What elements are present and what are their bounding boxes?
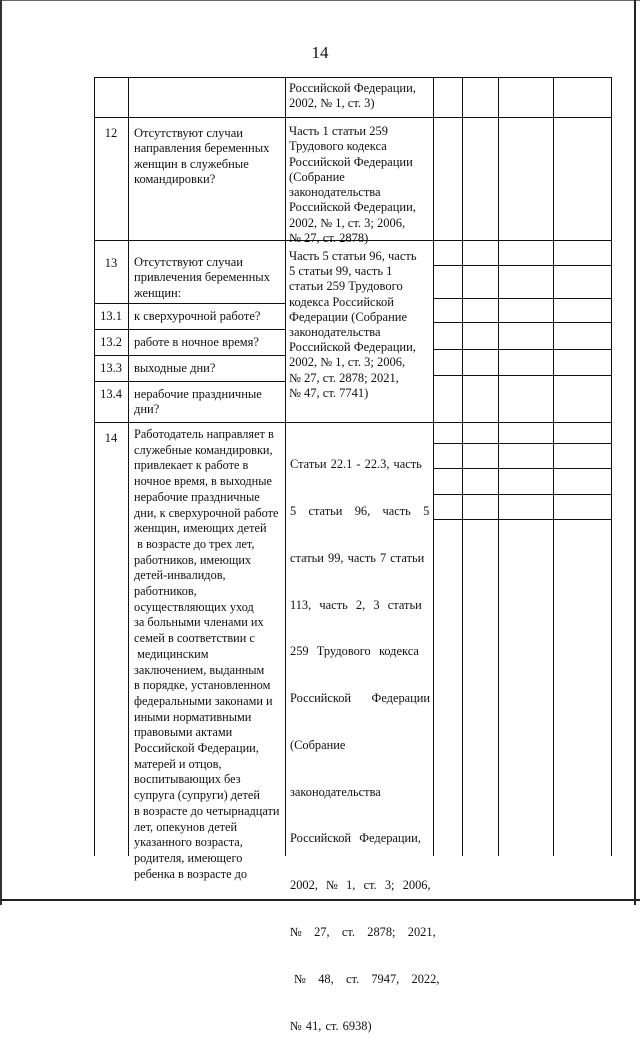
- law-line: № 27, ст. 2878; 2021,: [289, 370, 399, 385]
- row-14-number: 14: [104, 431, 118, 445]
- question-line: дни?: [134, 402, 160, 417]
- question-line: работников,: [134, 584, 197, 599]
- column-divider-yes: [462, 77, 463, 856]
- answer-divider-14b: [433, 468, 612, 469]
- law-line: Российской Федерации,: [289, 200, 416, 215]
- row-13-law: [289, 249, 431, 401]
- row-13-number: 13: [104, 256, 118, 270]
- cont-law-text: [289, 81, 431, 112]
- law-line: законодательства: [290, 784, 381, 799]
- question-line: направления беременных: [134, 141, 270, 156]
- answer-divider-14c: [433, 494, 612, 495]
- question-line: правовыми актами: [134, 725, 233, 740]
- row-13-2-question: работе в ночное время?: [134, 335, 259, 349]
- row-divider-13-4: [94, 381, 285, 382]
- question-line: Отсутствуют случаи: [134, 126, 243, 140]
- question-line: осуществляющих уход: [134, 599, 254, 614]
- question-line: детей-инвалидов,: [134, 568, 226, 583]
- answer-divider-13e: [433, 375, 612, 376]
- answer-divider-13d: [433, 349, 612, 350]
- law-line: Российской Федерации,: [289, 340, 416, 355]
- row-13-1-question: к сверхурочной работе?: [134, 309, 261, 323]
- scan-edge-top: [0, 0, 640, 1]
- question-line: командировки?: [134, 171, 216, 186]
- question-line: родителя, имеющего: [134, 850, 243, 865]
- column-divider-na: [553, 77, 554, 856]
- scan-edge-left: [0, 0, 2, 905]
- law-line: 2002, № 1, ст. 3): [289, 96, 375, 111]
- question-line: дни, к сверхурочной работе: [134, 505, 279, 520]
- question-line: в возрасте до трех лет,: [134, 536, 255, 551]
- row-divider-13-2: [94, 329, 285, 330]
- row-13-1-number: 13.1: [100, 309, 122, 323]
- question-line: семей в соответствии с: [134, 631, 255, 646]
- law-line: Часть 1 статьи 259: [289, 124, 388, 138]
- question-line: привлекает к работе в: [134, 458, 249, 473]
- law-line: Российской Федерации,: [289, 81, 416, 95]
- question-line: в возрасте до четырнадцати: [134, 803, 280, 818]
- question-line: воспитывающих без: [134, 772, 241, 787]
- question-line: женщин, имеющих детей: [134, 521, 267, 536]
- column-divider-no: [498, 77, 499, 856]
- question-line: нерабочие праздничные: [134, 387, 262, 401]
- row-14-question: [134, 427, 286, 882]
- page-number: 14: [311, 43, 329, 62]
- row-divider-13-1: [94, 303, 285, 304]
- table-border-left: [94, 77, 95, 856]
- answer-divider-14d: [433, 519, 612, 520]
- row-13-2-number: 13.2: [100, 335, 122, 349]
- row-12-law: [289, 124, 431, 246]
- law-line: 113, часть 2, 3 статьи: [290, 597, 422, 612]
- answer-divider-13c: [433, 322, 612, 323]
- row-12-number: 12: [104, 126, 118, 140]
- law-line: Федерации (Собрание: [289, 309, 407, 324]
- question-line: работников, имеющих: [134, 552, 252, 567]
- question-line: медицинским: [134, 646, 209, 661]
- law-line: 2002, № 1, ст. 3; 2006,: [289, 355, 406, 370]
- law-line: 5 статьи 96, часть 5: [290, 503, 430, 518]
- law-line: (Собрание: [290, 737, 346, 752]
- question-line: ночное время, в выходные: [134, 474, 272, 489]
- law-line: Российской Федерации: [289, 154, 413, 169]
- law-line: кодекса Российской: [289, 294, 394, 309]
- question-line: женщин:: [134, 285, 182, 300]
- law-line: законодательства: [289, 325, 381, 340]
- law-line: Российской Федерации,: [290, 831, 421, 846]
- question-line: Работодатель направляет в: [134, 427, 274, 441]
- question-line: нерабочие праздничные: [134, 489, 260, 504]
- column-divider-law: [433, 77, 434, 856]
- law-line: № 48, ст. 7947, 2022,: [290, 971, 440, 986]
- law-line: № 27, ст. 2878; 2021,: [290, 925, 436, 939]
- question-line: Отсутствуют случаи: [134, 255, 243, 269]
- question-line: супруга (супруги) детей: [134, 788, 260, 803]
- question-line: лет, опекунов детей: [134, 819, 238, 834]
- column-divider-num: [128, 77, 129, 856]
- law-line: 259 Трудового кодекса: [290, 644, 419, 659]
- question-line: иными нормативными: [134, 709, 252, 724]
- question-line: матерей и отцов,: [134, 756, 222, 771]
- table-border-right: [611, 77, 612, 856]
- question-line: привлечения беременных: [134, 270, 270, 285]
- law-line: Часть 5 статьи 96, часть: [289, 249, 417, 263]
- question-line: женщин в служебные: [134, 156, 249, 171]
- question-line: в порядке, установленном: [134, 678, 271, 693]
- question-line: ребенка в возрасте до: [134, 866, 248, 881]
- row-13-3-number: 13.3: [100, 361, 122, 375]
- row-divider-13-3: [94, 355, 285, 356]
- law-line: 2002, № 1, ст. 3; 2006,: [290, 878, 431, 893]
- row-13-4-question: [134, 387, 284, 418]
- law-line: № 27, ст. 2878): [289, 231, 369, 246]
- answer-divider-13a: [433, 265, 612, 266]
- table-border-top: [94, 77, 612, 78]
- question-line: федеральными законами и: [134, 693, 273, 708]
- law-line: Российской Федерации: [290, 691, 431, 706]
- law-line: (Собрание: [289, 169, 345, 184]
- answer-divider-13b: [433, 298, 612, 299]
- row-13-3-question: выходные дни?: [134, 361, 216, 375]
- law-line: № 47, ст. 7741): [289, 385, 369, 400]
- law-line: статьи 259 Трудового: [289, 279, 403, 294]
- scan-edge-right: [634, 0, 636, 905]
- row-divider-12: [94, 117, 612, 118]
- row-14-law: [290, 426, 440, 1050]
- row-divider-14: [94, 422, 612, 423]
- law-line: законодательства: [289, 185, 381, 200]
- law-line: Статьи 22.1 - 22.3, часть: [290, 457, 422, 472]
- answer-divider-14a: [433, 443, 612, 444]
- law-line: 5 статьи 99, часть 1: [289, 264, 393, 279]
- question-line: указанного возраста,: [134, 835, 243, 850]
- row-12-question: [134, 126, 284, 187]
- question-line: заключением, выданным: [134, 662, 265, 677]
- row-13-4-number: 13.4: [100, 387, 122, 401]
- law-line: Трудового кодекса: [289, 139, 387, 154]
- law-line: 2002, № 1, ст. 3; 2006,: [289, 215, 406, 230]
- question-line: Российской Федерации,: [134, 741, 259, 756]
- question-line: за больными членами их: [134, 615, 264, 630]
- law-line: статьи 99, часть 7 статьи: [290, 550, 425, 565]
- question-line: служебные командировки,: [134, 442, 273, 457]
- row-13-question: [134, 255, 284, 301]
- law-line: № 41, ст. 6938): [290, 1018, 372, 1033]
